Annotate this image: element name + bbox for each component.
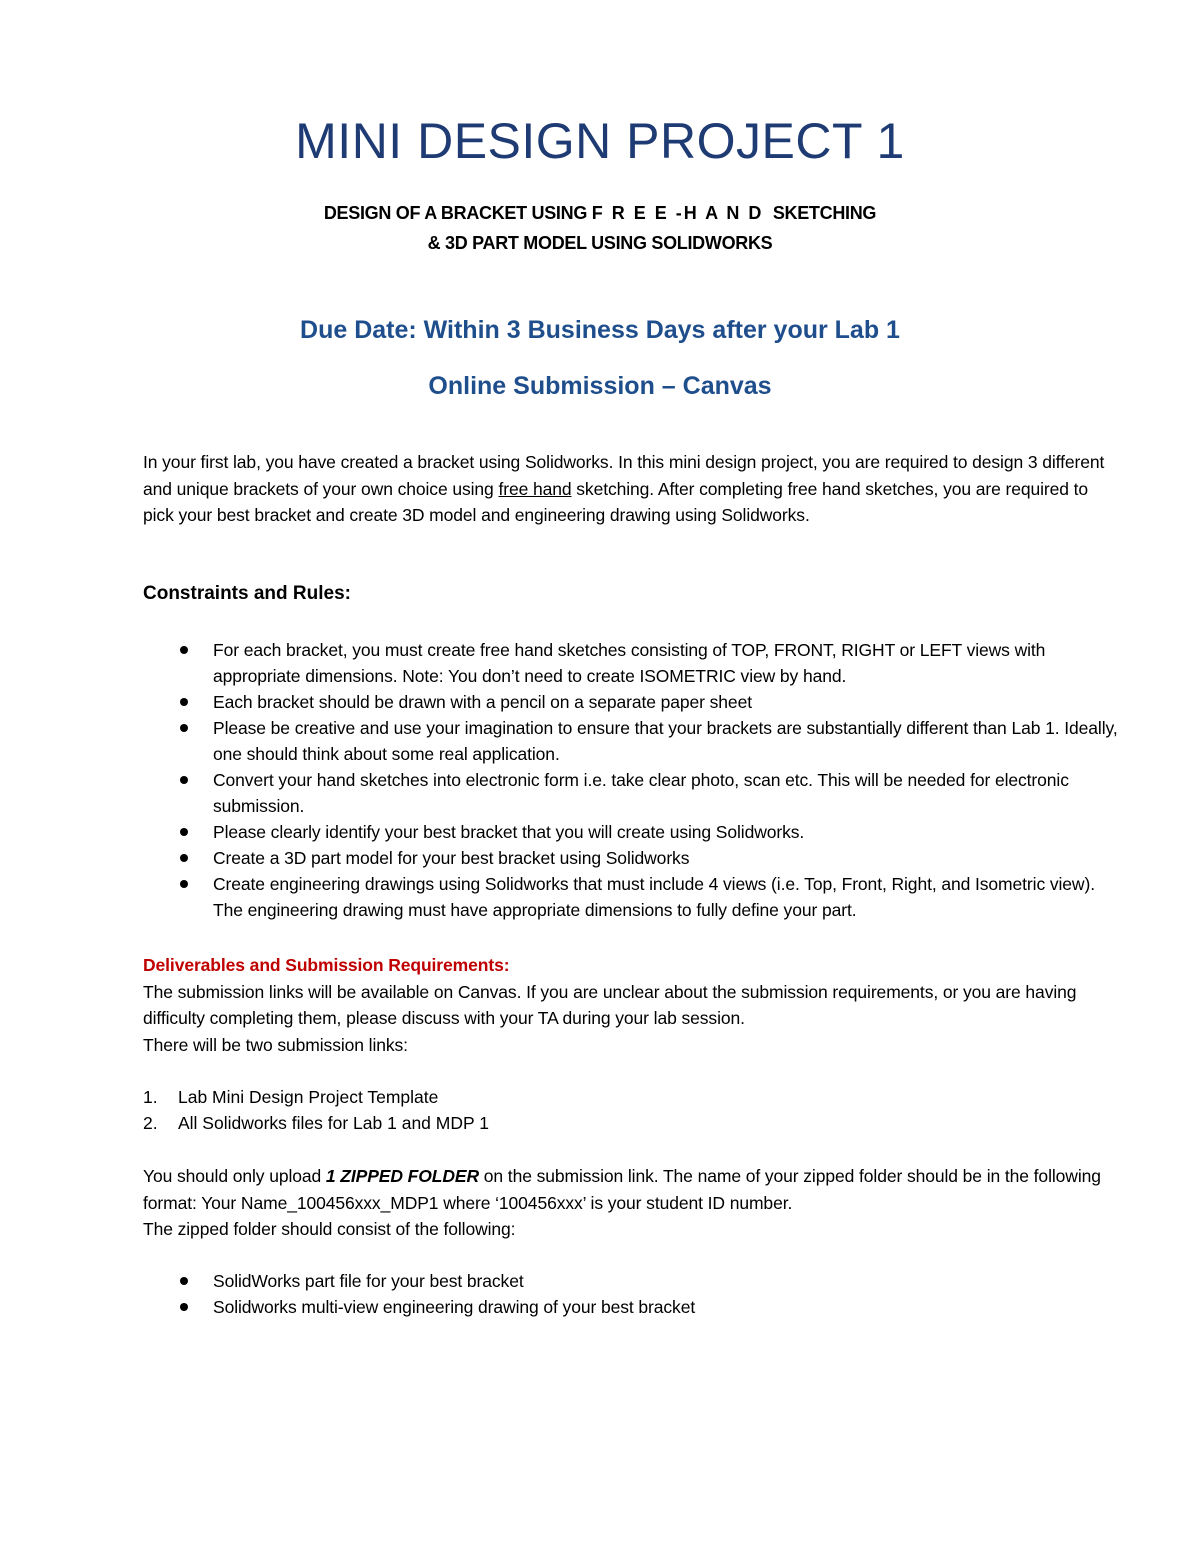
folder-contents-list [143,1268,1118,1320]
list-item [143,845,1118,871]
list-item-text: Create a 3D part model for your best bracket using Solidworks [213,848,690,868]
intro-paragraph [143,449,1118,529]
list-item-text: For each bracket, you must create free hand sketches consisting of TOP, FRONT, RIGHT or LEFT views with appropriate dimensions. Note: You don’t need to create ISOMETRIC view by hand. [213,640,1046,686]
constraints-list [143,637,1118,923]
list-item-text: SolidWorks part file for your best bracket [213,1271,524,1291]
bullet-icon [180,646,188,654]
intro-text-2: sketching. After completing free hand sketches, you are required to pick your best bracket and create 3D model and engineering drawing using Solidworks. [143,478,1089,525]
list-item [143,715,1118,767]
upload-instructions [143,1163,1118,1243]
list-item-text: Convert your hand sketches into electronic form i.e. take clear photo, scan etc. This will be needed for electronic submission. [213,770,1069,816]
list-item [143,767,1118,819]
list-item-text: Each bracket should be drawn with a pencil on a separate paper sheet [213,692,752,712]
list-item [143,637,1118,689]
bullet-icon [180,698,188,706]
deliverables-text: The submission links will be available on Canvas. If you are unclear about the submission requirements, or you are having difficulty completing them, please discuss with your TA during your lab session. [143,981,1077,1028]
list-item [143,1294,1118,1320]
upload-text-2: on the submission link. The name of your zipped folder should be in the following format: Your Name_100456xxx_MDP1 where ‘100456xxx’ is your student ID number. [143,1166,1101,1213]
subtitle-part-b: F R E E -H A N D [591,203,764,223]
list-item [143,1084,1118,1110]
list-item-text: Solidworks multi-view engineering drawing of your best bracket [213,1297,696,1317]
bullet-icon [180,828,188,836]
list-item-text: Please be creative and use your imagination to ensure that your brackets are substantially different than Lab 1. Ideally, one should think about some real application. [213,718,1118,764]
deliverables-heading: Deliverables and Submission Requirements: [143,955,510,975]
bullet-icon [180,1303,188,1311]
due-date-heading: Due Date: Within 3 Business Days after your Lab 1 [300,316,900,344]
list-item [143,871,1118,923]
upload-text-1: You should only upload [143,1166,326,1186]
bullet-icon [180,1277,188,1285]
subtitle-part-a: DESIGN OF A BRACKET USING [323,203,592,223]
bullet-icon [180,724,188,732]
bullet-icon [180,854,188,862]
list-number: 1. [143,1087,158,1107]
list-item [143,1268,1118,1294]
deliverables-links-intro: There will be two submission links: [143,1034,408,1055]
list-item-text: Please clearly identify your best bracket that you will create using Solidworks. [213,822,805,842]
submission-heading: Online Submission – Canvas [428,372,772,400]
subtitle-line-2: & 3D PART MODEL USING SOLIDWORKS [427,233,773,253]
document-title: MINI DESIGN PROJECT 1 [295,113,905,169]
list-item-text: Lab Mini Design Project Template [178,1087,439,1107]
list-item [143,819,1118,845]
bullet-icon [180,880,188,888]
list-item-text: All Solidworks files for Lab 1 and MDP 1 [178,1113,489,1133]
bullet-icon [180,776,188,784]
deliverables-block [143,952,1118,1058]
intro-underlined: free hand [498,478,572,499]
list-number: 2. [143,1113,158,1133]
folder-contents-intro: The zipped folder should consist of the following: [143,1219,516,1239]
constraints-heading: Constraints and Rules: [143,583,351,604]
intro-text-1: In your first lab, you have created a bracket using Solidworks. In this mini design project, you are required to design 3 different and unique brackets of your own choice using [143,452,1105,499]
upload-bold-text: 1 ZIPPED FOLDER [325,1166,480,1186]
list-item-text: Create engineering drawings using Solidworks that must include 4 views (i.e. Top, Front, Right, and Isometric view). The engineering drawing must have appropriate dimensions to fully define your part. [213,874,1095,920]
upload-paragraph [143,1163,1118,1216]
subtitle-part-c: SKETCHING [763,203,877,223]
submission-links-list [143,1084,1118,1136]
list-item [143,1110,1118,1136]
subtitle-line-1 [0,203,1200,224]
list-item [143,689,1118,715]
